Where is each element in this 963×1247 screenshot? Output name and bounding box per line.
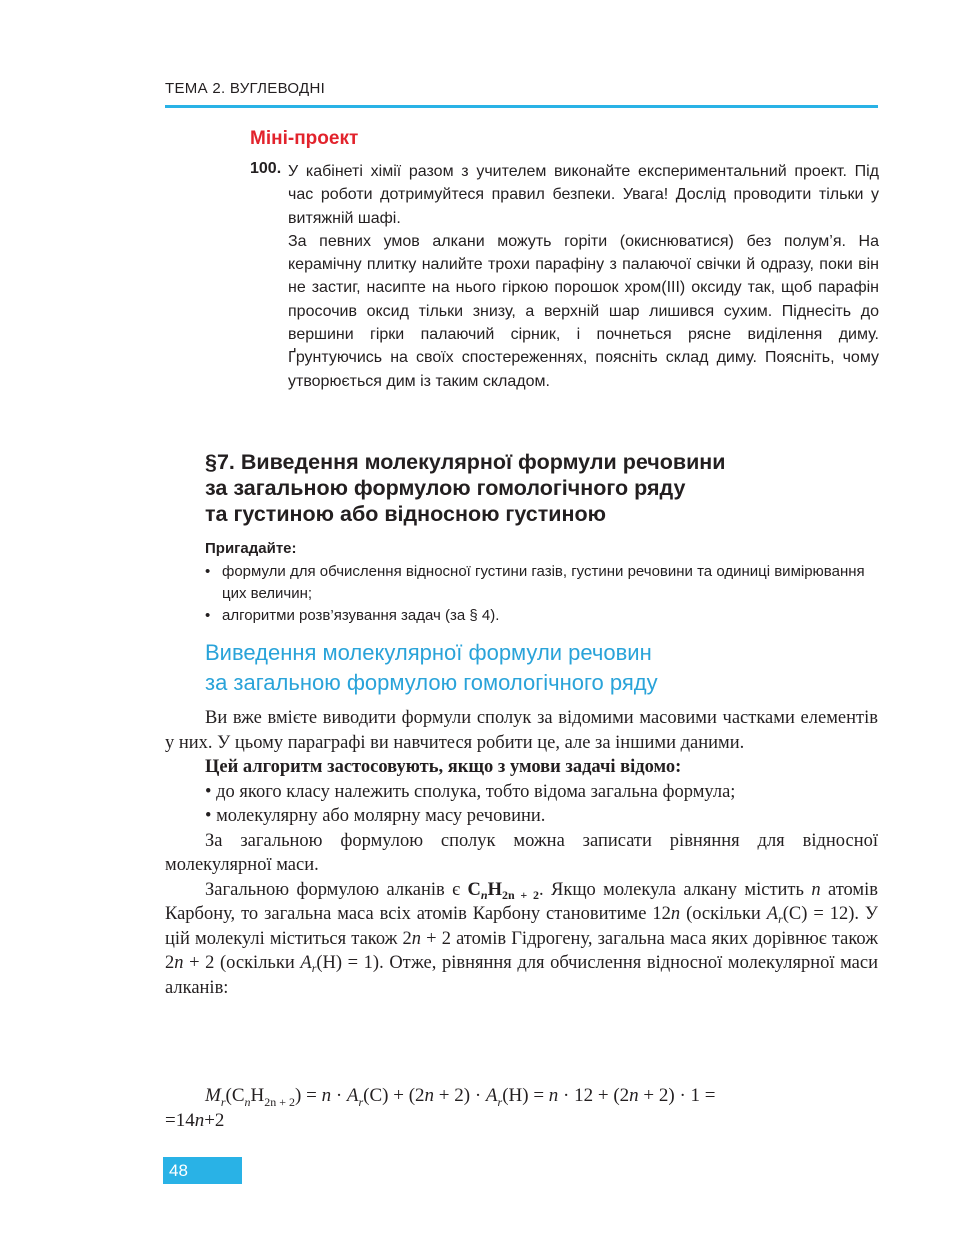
body-paragraph: Ви вже вмієте виводити формули сполук за відомими масовими частками елементів у них. У цьому параграфі ви навчитеся робити це, але за іншими даними. xyxy=(165,708,878,753)
alkane-paragraph: Загальною формулою алканів є $C_nH_{2n + 2}$. Якщо молекула алкану містить n атомів Карбону, то загальна маса всіх атомів Карбону становитиме 12n (оскільки $A_r(C) = 12$). У цій молекулі міститься також 2n + 2 атомів Гідрогену, загальна маса яких дорівнює також 2n + 2 (оскільки $A_r(H) = 1$). Отже, рівняння для обчислення відносної молекулярної маси алканів: xyxy=(165,879,879,998)
page-number: 48 xyxy=(163,1157,242,1184)
remember-item xyxy=(205,605,885,627)
remember-item-text: алгоритми розв’язування задач (за § 4). xyxy=(222,607,500,624)
task-number: 100. xyxy=(250,160,282,177)
task-paragraph-2: За певних умов алкани можуть горіти (окиснюватися) без полум’я. На керамічну плитку налийте трохи парафіну з палаючої свічки й одразу, поки він не застиг, насипте на нього гіркою порошок хром(ІІІ) оксиду так, щоб парафін просочив оксид тільки знизу, а верхній шар лишився сухим. Піднесіть до вершини гірки палаючий сірник, і почнеться рясне виділення диму. Ґрунтуючись на своїх спостереженнях, поясніть склад диму. Поясніть, чому утворюється дим із таким складом. xyxy=(288,232,879,390)
algorithm-condition: • молекулярну або молярну масу речовини. xyxy=(205,806,546,826)
remember-item xyxy=(205,561,885,605)
subheading-line-2: за загальною формулою гомологічного ряду xyxy=(205,670,658,695)
equation-line-1: $M_r(C_nH_{2n + 2}) = n \cdot A_r(C) + (2n + 2) \cdot A_r(H) = n \cdot 12 + (2n + 2) \cdot 1$ = xyxy=(205,1085,716,1109)
remember-label: Пригадайте: xyxy=(205,540,297,557)
bullet-icon: • xyxy=(205,607,211,624)
section-title xyxy=(205,449,885,527)
section-title-line-1: §7. Виведення молекулярної формули речовини xyxy=(205,450,726,474)
remember-list xyxy=(205,561,885,627)
alkane-general-formula: $C_nH_{2n + 2}$ xyxy=(467,879,539,902)
equation-line-2: =14n+2 xyxy=(165,1110,225,1131)
task-text xyxy=(288,160,879,393)
bullet-icon: • xyxy=(205,563,211,580)
molar-mass-equation xyxy=(165,1083,878,1133)
task-paragraph-1: У кабінеті хімії разом з учителем виконайте експериментальний проект. Під час роботи дотримуйтеся правил безпеки. Увага! Дослід проводити тільки у витяжній шафі. xyxy=(288,163,879,227)
header-rule xyxy=(165,105,878,108)
section-title-line-2: за загальною формулою гомологічного ряду xyxy=(205,476,686,500)
body-paragraph: За загальною формулою сполук можна записати рівняння для відносної молекулярної маси. xyxy=(165,830,878,875)
page-header-title: ТЕМА 2. ВУГЛЕВОДНІ xyxy=(165,80,326,97)
remember-item-text: формули для обчислення відносної густини газів, густини речовини та одиниці вимірювання цих величин; xyxy=(222,563,865,602)
subheading-line-1: Виведення молекулярної формули речовин xyxy=(205,640,652,665)
mini-project-title: Міні-проект xyxy=(250,128,359,149)
subheading xyxy=(205,638,885,698)
algorithm-condition: • до якого класу належить сполука, тобто відома загальна формула; xyxy=(205,781,736,802)
section-title-line-3: та густиною або відносною густиною xyxy=(205,502,606,526)
body-text xyxy=(165,706,878,1000)
algorithm-lead: Цей алгоритм застосовують, якщо з умови задачі відомо: xyxy=(205,757,682,777)
